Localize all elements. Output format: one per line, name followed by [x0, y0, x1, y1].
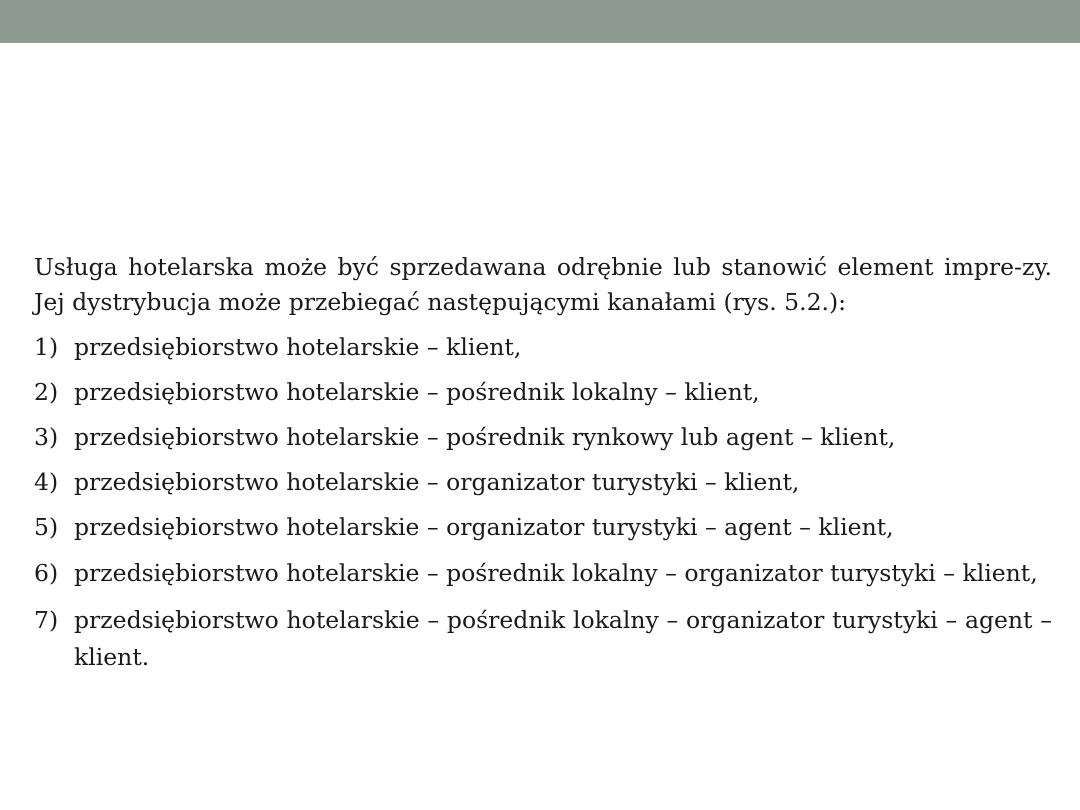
- list-item-number: 6): [34, 559, 59, 587]
- list-item-text: przedsiębiorstwo hotelarskie – pośrednik lokalny – klient,: [74, 378, 760, 406]
- list-item: [34, 555, 1052, 592]
- list-item: [34, 330, 1052, 365]
- slide-body: [34, 250, 1052, 686]
- list-item-number: 3): [34, 423, 59, 451]
- list-item-text: przedsiębiorstwo hotelarskie – organizator turystyki – klient,: [74, 468, 800, 496]
- list-item-number: 7): [34, 606, 59, 634]
- list-item-number: 5): [34, 513, 59, 541]
- title-bar: [0, 0, 1080, 43]
- list-item-number: 1): [34, 333, 59, 361]
- list-item-text: przedsiębiorstwo hotelarskie – organizator turystyki – agent – klient,: [74, 513, 894, 541]
- list-item-text: przedsiębiorstwo hotelarskie – pośrednik lokalny – organizator turystyki – agent – klient.: [74, 606, 1052, 671]
- list-item: [34, 510, 1052, 545]
- list-item: [34, 465, 1052, 500]
- list-item: [34, 375, 1052, 410]
- list-item: [34, 420, 1052, 455]
- list-item-text: przedsiębiorstwo hotelarskie – klient,: [74, 333, 522, 361]
- list-item-text: przedsiębiorstwo hotelarskie – pośrednik rynkowy lub agent – klient,: [74, 423, 896, 451]
- list-item-text: przedsiębiorstwo hotelarskie – pośrednik lokalny – organizator turystyki – klient,: [74, 559, 1038, 587]
- list-item: [34, 602, 1052, 676]
- distribution-channels-list: [34, 330, 1052, 676]
- list-item-number: 4): [34, 468, 59, 496]
- list-item-number: 2): [34, 378, 59, 406]
- intro-paragraph: Usługa hotelarska może być sprzedawana odrębnie lub stanowić element impre-zy. Jej dystrybucja może przebiegać następującymi kanałami (rys. 5.2.):: [34, 253, 1052, 316]
